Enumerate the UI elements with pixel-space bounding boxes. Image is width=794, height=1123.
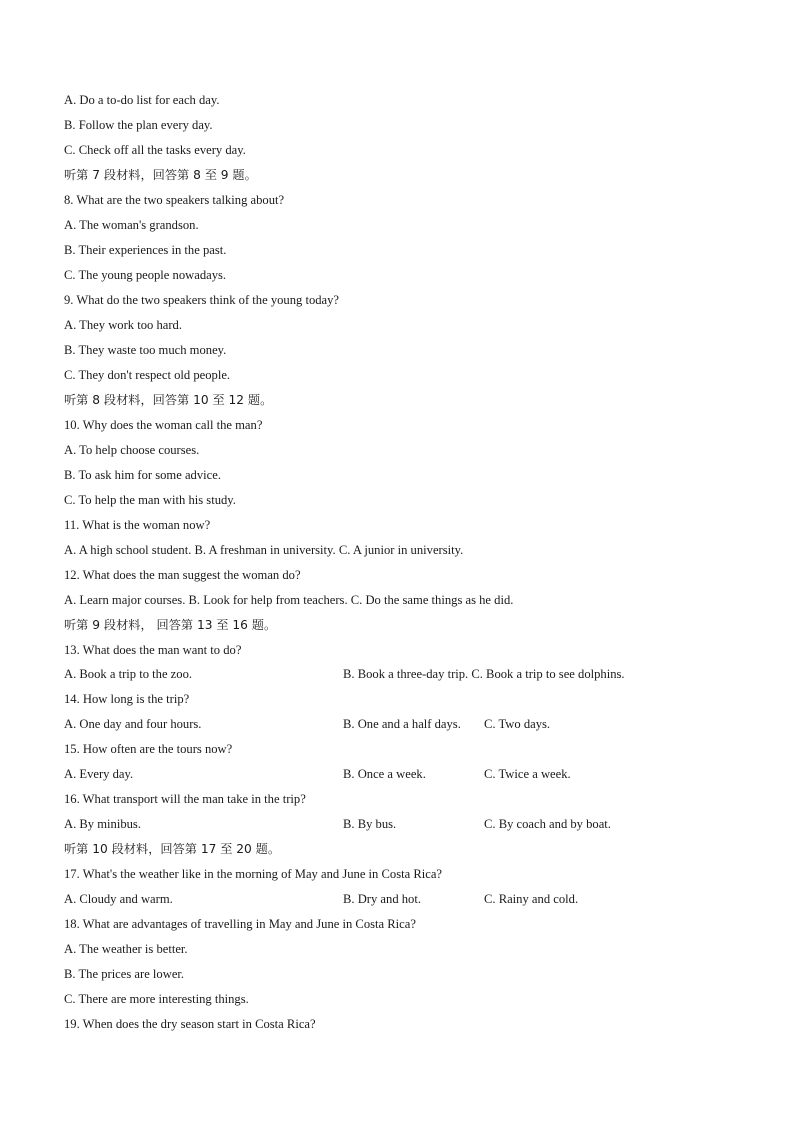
- section-heading-9: 听第 9 段材料， 回答第 13 至 16 题。: [64, 618, 277, 632]
- options-15: [64, 766, 744, 782]
- question-19: 19. When does the dry season start in Costa Rica?: [64, 1017, 316, 1031]
- option-7c: C. Check off all the tasks every day.: [64, 143, 246, 157]
- question-18: 18. What are advantages of travelling in May and June in Costa Rica?: [64, 917, 416, 931]
- options-11: A. A high school student. B. A freshman in university. C. A junior in university.: [64, 543, 464, 557]
- section-heading-7: 听第 7 段材料，回答第 8 至 9 题。: [64, 168, 257, 182]
- option-9c: C. They don't respect old people.: [64, 368, 231, 382]
- options-17: [64, 891, 744, 907]
- option-14b: B. One and a half days.: [343, 717, 461, 731]
- option-15a: A. Every day.: [64, 767, 134, 781]
- option-18a: A. The weather is better.: [64, 942, 188, 956]
- option-17a: A. Cloudy and warm.: [64, 892, 173, 906]
- option-15c: C. Twice a week.: [484, 767, 571, 781]
- option-8b: B. Their experiences in the past.: [64, 243, 227, 257]
- option-16c: C. By coach and by boat.: [484, 817, 611, 831]
- option-17b: B. Dry and hot.: [343, 892, 422, 906]
- option-7a: A. Do a to-do list for each day.: [64, 93, 220, 107]
- question-15: 15. How often are the tours now?: [64, 742, 233, 756]
- option-16a: A. By minibus.: [64, 817, 141, 831]
- option-10b: B. To ask him for some advice.: [64, 468, 221, 482]
- option-9a: A. They work too hard.: [64, 318, 182, 332]
- option-9b: B. They waste too much money.: [64, 343, 227, 357]
- option-10c: C. To help the man with his study.: [64, 493, 236, 507]
- options-12: A. Learn major courses. B. Look for help from teachers. C. Do the same things as he did.: [64, 593, 514, 607]
- options-16: [64, 816, 744, 832]
- option-14c: C. Two days.: [484, 717, 551, 731]
- option-8c: C. The young people nowadays.: [64, 268, 227, 282]
- question-17: 17. What's the weather like in the morning of May and June in Costa Rica?: [64, 867, 443, 881]
- option-16b: B. By bus.: [343, 817, 397, 831]
- question-10: 10. Why does the woman call the man?: [64, 418, 263, 432]
- question-14: 14. How long is the trip?: [64, 692, 190, 706]
- option-17c: C. Rainy and cold.: [484, 892, 579, 906]
- options-14: [64, 716, 744, 732]
- options-13: [64, 666, 744, 682]
- question-11: 11. What is the woman now?: [64, 518, 211, 532]
- section-heading-10: 听第 10 段材料，回答第 17 至 20 题。: [64, 842, 281, 856]
- option-18b: B. The prices are lower.: [64, 967, 185, 981]
- option-13a: A. Book a trip to the zoo.: [64, 667, 193, 681]
- option-15b: B. Once a week.: [343, 767, 426, 781]
- question-9: 9. What do the two speakers think of the young today?: [64, 293, 340, 307]
- option-14a: A. One day and four hours.: [64, 717, 202, 731]
- question-8: 8. What are the two speakers talking about?: [64, 193, 285, 207]
- question-12: 12. What does the man suggest the woman do?: [64, 568, 301, 582]
- option-8a: A. The woman's grandson.: [64, 218, 199, 232]
- option-10a: A. To help choose courses.: [64, 443, 200, 457]
- question-13: 13. What does the man want to do?: [64, 643, 242, 657]
- question-16: 16. What transport will the man take in the trip?: [64, 792, 306, 806]
- option-7b: B. Follow the plan every day.: [64, 118, 213, 132]
- option-13bc: B. Book a three-day trip. C. Book a trip to see dolphins.: [343, 667, 625, 681]
- section-heading-8: 听第 8 段材料，回答第 10 至 12 题。: [64, 393, 273, 407]
- option-18c: C. There are more interesting things.: [64, 992, 249, 1006]
